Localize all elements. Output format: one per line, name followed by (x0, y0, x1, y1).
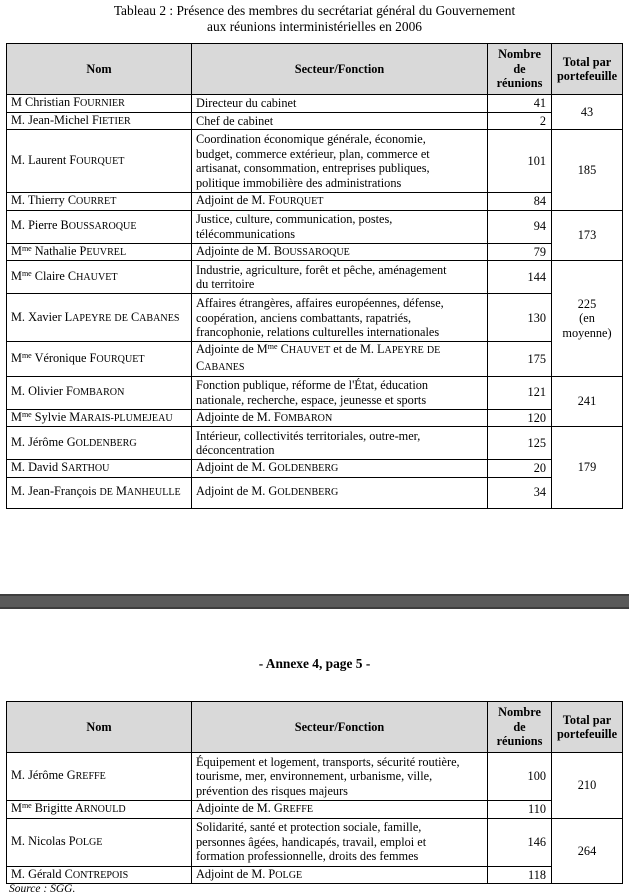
sector-line: Adjoint de M. GOLDENBERG (196, 484, 339, 499)
sector-line: personnes âgées, handicapés, travail, emploi et (196, 834, 427, 849)
portfolio-total: 43 (552, 95, 623, 130)
portfolio-total: 241 (552, 376, 623, 427)
sector-line: télécommunications (196, 226, 296, 241)
meetings-count: 144 (488, 261, 552, 294)
meetings-count: 110 (488, 801, 552, 819)
sector-cell (192, 193, 488, 211)
table-row (7, 193, 623, 211)
page-divider (0, 594, 629, 609)
sector-cell (192, 261, 488, 294)
name-cell: M. Jean-Michel FIETIER (7, 112, 192, 130)
meetings-count: 130 (488, 294, 552, 342)
sector-line: Adjointe de $M^{me}$ CHAUVET et de M. LAPEYRE DE (196, 342, 441, 357)
sector-line: coopération, anciens combattants, rapatriés, (196, 310, 412, 325)
name-cell: M. Thierry COURRET (7, 193, 192, 211)
meetings-count: 34 (488, 477, 552, 508)
table-row (7, 753, 623, 801)
name-cell: M. Jean-François DE MANHEULLE (7, 477, 192, 508)
sector-cell (192, 801, 488, 819)
header-nombre: Nombre de réunions (488, 44, 552, 95)
sector-line: francophonie, relations culturelles internationales (196, 325, 440, 340)
sector-cell (192, 95, 488, 113)
sector-line: formation professionnelle, droits des femmes (196, 849, 419, 864)
table-row (7, 409, 623, 427)
name-cell: $M^{me}$ Nathalie PEUVREL (7, 243, 192, 261)
table-row (7, 818, 623, 866)
sector-line: Fonction publique, réforme de l'État, éducation (196, 377, 429, 392)
sector-cell (192, 753, 488, 801)
sector-cell (192, 243, 488, 261)
sector-cell (192, 376, 488, 409)
table-row (7, 243, 623, 261)
sector-line: prévention des risques majeurs (196, 783, 348, 798)
table-row (7, 342, 623, 376)
name-cell: $M^{me}$ Brigitte ARNOULD (7, 801, 192, 819)
name-cell: M. Xavier LAPEYRE DE CABANES (7, 294, 192, 342)
header-nom: Nom (7, 702, 192, 753)
meetings-count: 101 (488, 130, 552, 193)
sector-line: Adjointe de M. FOMBARON (196, 409, 333, 424)
portfolio-total: 185 (552, 130, 623, 211)
meetings-count: 79 (488, 243, 552, 261)
header-secteur: Secteur/Fonction (192, 702, 488, 753)
portfolio-total: 264 (552, 818, 623, 884)
sector-cell (192, 342, 488, 376)
sector-line: Adjoint de M. FOURQUET (196, 193, 324, 208)
portfolio-total: 225 (en moyenne) (552, 261, 623, 376)
caption-line-2: aux réunions interministérielles en 2006 (207, 19, 422, 34)
sector-cell (192, 130, 488, 193)
meetings-count: 175 (488, 342, 552, 376)
sector-line: tourisme, mer, environnement, urbanisme, ville, (196, 769, 433, 784)
sector-cell (192, 112, 488, 130)
table-row (7, 294, 623, 342)
name-cell: M. Nicolas POLGE (7, 818, 192, 866)
table-row (7, 261, 623, 294)
name-cell: M. Olivier FOMBARON (7, 376, 192, 409)
header-nom: Nom (7, 44, 192, 95)
sector-cell (192, 460, 488, 478)
meetings-count: 84 (488, 193, 552, 211)
sector-cell (192, 294, 488, 342)
sector-line: du territoire (196, 277, 255, 292)
meetings-count: 146 (488, 818, 552, 866)
attendance-table-1 (6, 43, 623, 509)
sector-line: Intérieur, collectivités territoriales, outre-mer, (196, 428, 421, 443)
portfolio-total: 210 (552, 753, 623, 819)
sector-cell (192, 409, 488, 427)
table-row (7, 477, 623, 508)
attendance-table-2 (6, 701, 623, 884)
sector-line: Adjoint de M. GOLDENBERG (196, 460, 339, 475)
sector-line: Équipement et logement, transports, sécurité routière, (196, 754, 460, 769)
sector-line: Solidarité, santé et protection sociale, famille, (196, 820, 422, 835)
name-cell: M. Gérald CONTREPOIS (7, 866, 192, 884)
sector-line: Industrie, agriculture, forêt et pêche, aménagement (196, 262, 447, 277)
header-secteur: Secteur/Fonction (192, 44, 488, 95)
header-total: Total par portefeuille (552, 702, 623, 753)
sector-line: Justice, culture, communication, postes, (196, 212, 393, 227)
meetings-count: 94 (488, 210, 552, 243)
table-caption (0, 3, 629, 35)
sector-line: artisanat, consommation, entreprises publiques, (196, 161, 430, 176)
sector-line: Affaires étrangères, affaires européennes, défense, (196, 295, 444, 310)
sector-line: Adjointe de M. BOUSSAROQUE (196, 243, 350, 258)
sector-cell (192, 210, 488, 243)
sector-line: Directeur du cabinet (196, 96, 297, 110)
name-cell: M. David SARTHOU (7, 460, 192, 478)
sector-cell (192, 427, 488, 460)
meetings-count: 120 (488, 409, 552, 427)
name-cell: M. Jérôme GREFFE (7, 753, 192, 801)
meetings-count: 118 (488, 866, 552, 884)
table-row (7, 112, 623, 130)
portfolio-total: 173 (552, 210, 623, 261)
header-total: Total par portefeuille (552, 44, 623, 95)
table-row (7, 460, 623, 478)
meetings-count: 20 (488, 460, 552, 478)
name-cell: $M^{me}$ Sylvie MARAIS-PLUMEJEAU (7, 409, 192, 427)
meetings-count: 125 (488, 427, 552, 460)
sector-cell (192, 818, 488, 866)
sector-line: déconcentration (196, 443, 275, 458)
sector-line: nationale, recherche, espace, jeunesse et sports (196, 392, 427, 407)
sector-line: Adjointe de M. GREFFE (196, 801, 314, 815)
table-row (7, 210, 623, 243)
name-cell: M. Laurent FOURQUET (7, 130, 192, 193)
name-cell: M. Jérôme GOLDENBERG (7, 427, 192, 460)
name-cell: $M^{me}$ Véronique FOURQUET (7, 342, 192, 376)
sector-cell (192, 477, 488, 508)
table-row (7, 95, 623, 113)
table-row (7, 801, 623, 819)
meetings-count: 121 (488, 376, 552, 409)
name-cell: M Christian FOURNIER (7, 95, 192, 113)
header-nombre: Nombre de réunions (488, 702, 552, 753)
caption-line-1: Tableau 2 : Présence des membres du secrétariat général du Gouvernement (113, 3, 516, 18)
table-row (7, 130, 623, 193)
meetings-count: 2 (488, 112, 552, 130)
table-row (7, 427, 623, 460)
sector-line: Adjoint de M. POLGE (196, 866, 303, 881)
report-page-2 (0, 609, 629, 894)
name-cell: $M^{me}$ Claire CHAUVET (7, 261, 192, 294)
sector-cell (192, 866, 488, 884)
sector-line: budget, commerce extérieur, plan, commerce et (196, 146, 430, 161)
portfolio-total: 179 (552, 427, 623, 509)
table-row (7, 376, 623, 409)
sector-line: Chef de cabinet (196, 113, 274, 128)
annex-heading: - Annexe 4, page 5 - (258, 656, 371, 671)
meetings-count: 100 (488, 753, 552, 801)
source-note: Source : SGG. (9, 883, 76, 895)
table-row (7, 866, 623, 884)
sector-line: politique immobilière des administrations (196, 175, 402, 190)
sector-line: Coordination économique générale, économie, (196, 132, 426, 146)
meetings-count: 41 (488, 95, 552, 113)
name-cell: M. Pierre BOUSSAROQUE (7, 210, 192, 243)
sector-line: CABANES (196, 358, 245, 373)
